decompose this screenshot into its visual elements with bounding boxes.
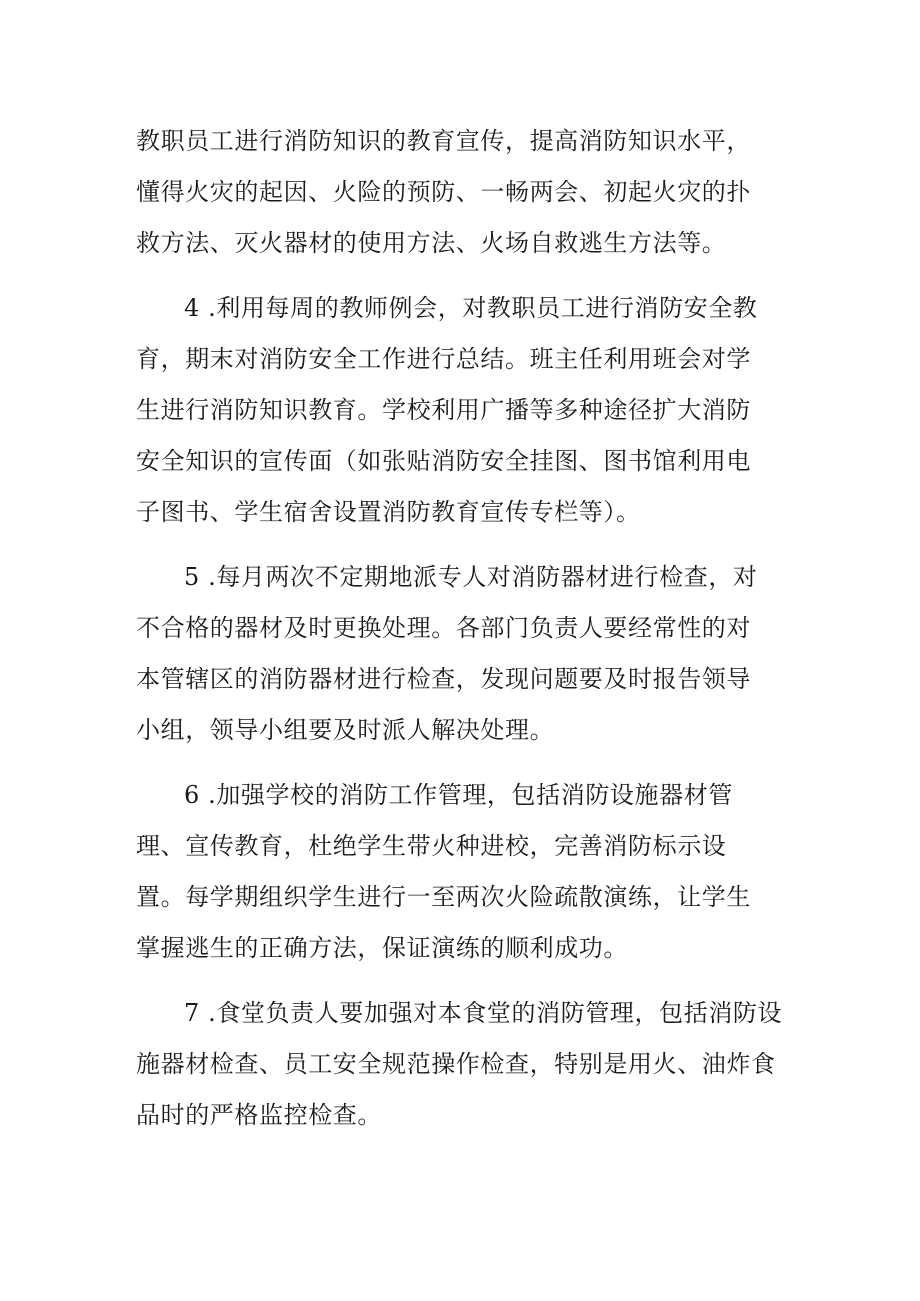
paragraph-line: 安全知识的宣传面（如张贴消防安全挂图、图书馆利用电 bbox=[136, 447, 751, 475]
numbered-paragraph-first-line: 4 .利用每周的教师例会，对教职员工进行消防安全教 bbox=[184, 294, 758, 322]
paragraph-line: 救方法、灭火器材的使用方法、火场自救逃生方法等。 bbox=[136, 229, 727, 257]
paragraph-line: 子图书、学生宿舍设置消防教育宣传专栏等）。 bbox=[136, 498, 641, 526]
numbered-paragraph-first-line: 6 .加强学校的消防工作管理，包括消防设施器材管 bbox=[184, 781, 733, 809]
paragraph-line: 不合格的器材及时更换处理。各部门负责人要经常性的对 bbox=[136, 614, 751, 642]
numbered-paragraph-first-line: 7 .食堂负责人要加强对本食堂的消防管理，包括消防设 bbox=[184, 999, 783, 1027]
paragraph-line: 育，期末对消防安全工作进行总结。班主任利用班会对学 bbox=[136, 345, 751, 373]
paragraph-line: 懂得火灾的起因、火险的预防、一畅两会、初起火灾的扑 bbox=[136, 178, 751, 206]
paragraph-line: 置。每学期组织学生进行一至两次火险疏散演练，让学生 bbox=[136, 883, 751, 911]
paragraph-line: 掌握逃生的正确方法，保证演练的顺利成功。 bbox=[136, 934, 628, 962]
paragraph-line: 教职员工进行消防知识的教育宣传，提高消防知识水平， bbox=[136, 127, 751, 155]
numbered-paragraph-first-line: 5 .每月两次不定期地派专人对消防器材进行检查，对 bbox=[184, 563, 758, 591]
paragraph-line: 品时的严格监控检查。 bbox=[136, 1101, 382, 1129]
paragraph-line: 理、宣传教育，杜绝学生带火种进校，完善消防标示设 bbox=[136, 832, 727, 860]
paragraph-line: 本管辖区的消防器材进行检查，发现问题要及时报告领导 bbox=[136, 665, 751, 693]
paragraph-line: 生进行消防知识教育。学校利用广播等多种途径扩大消防 bbox=[136, 396, 751, 424]
paragraph-line: 施器材检查、员工安全规范操作检查，特别是用火、油炸食 bbox=[136, 1050, 776, 1078]
paragraph-line: 小组，领导小组要及时派人解决处理。 bbox=[136, 716, 555, 744]
